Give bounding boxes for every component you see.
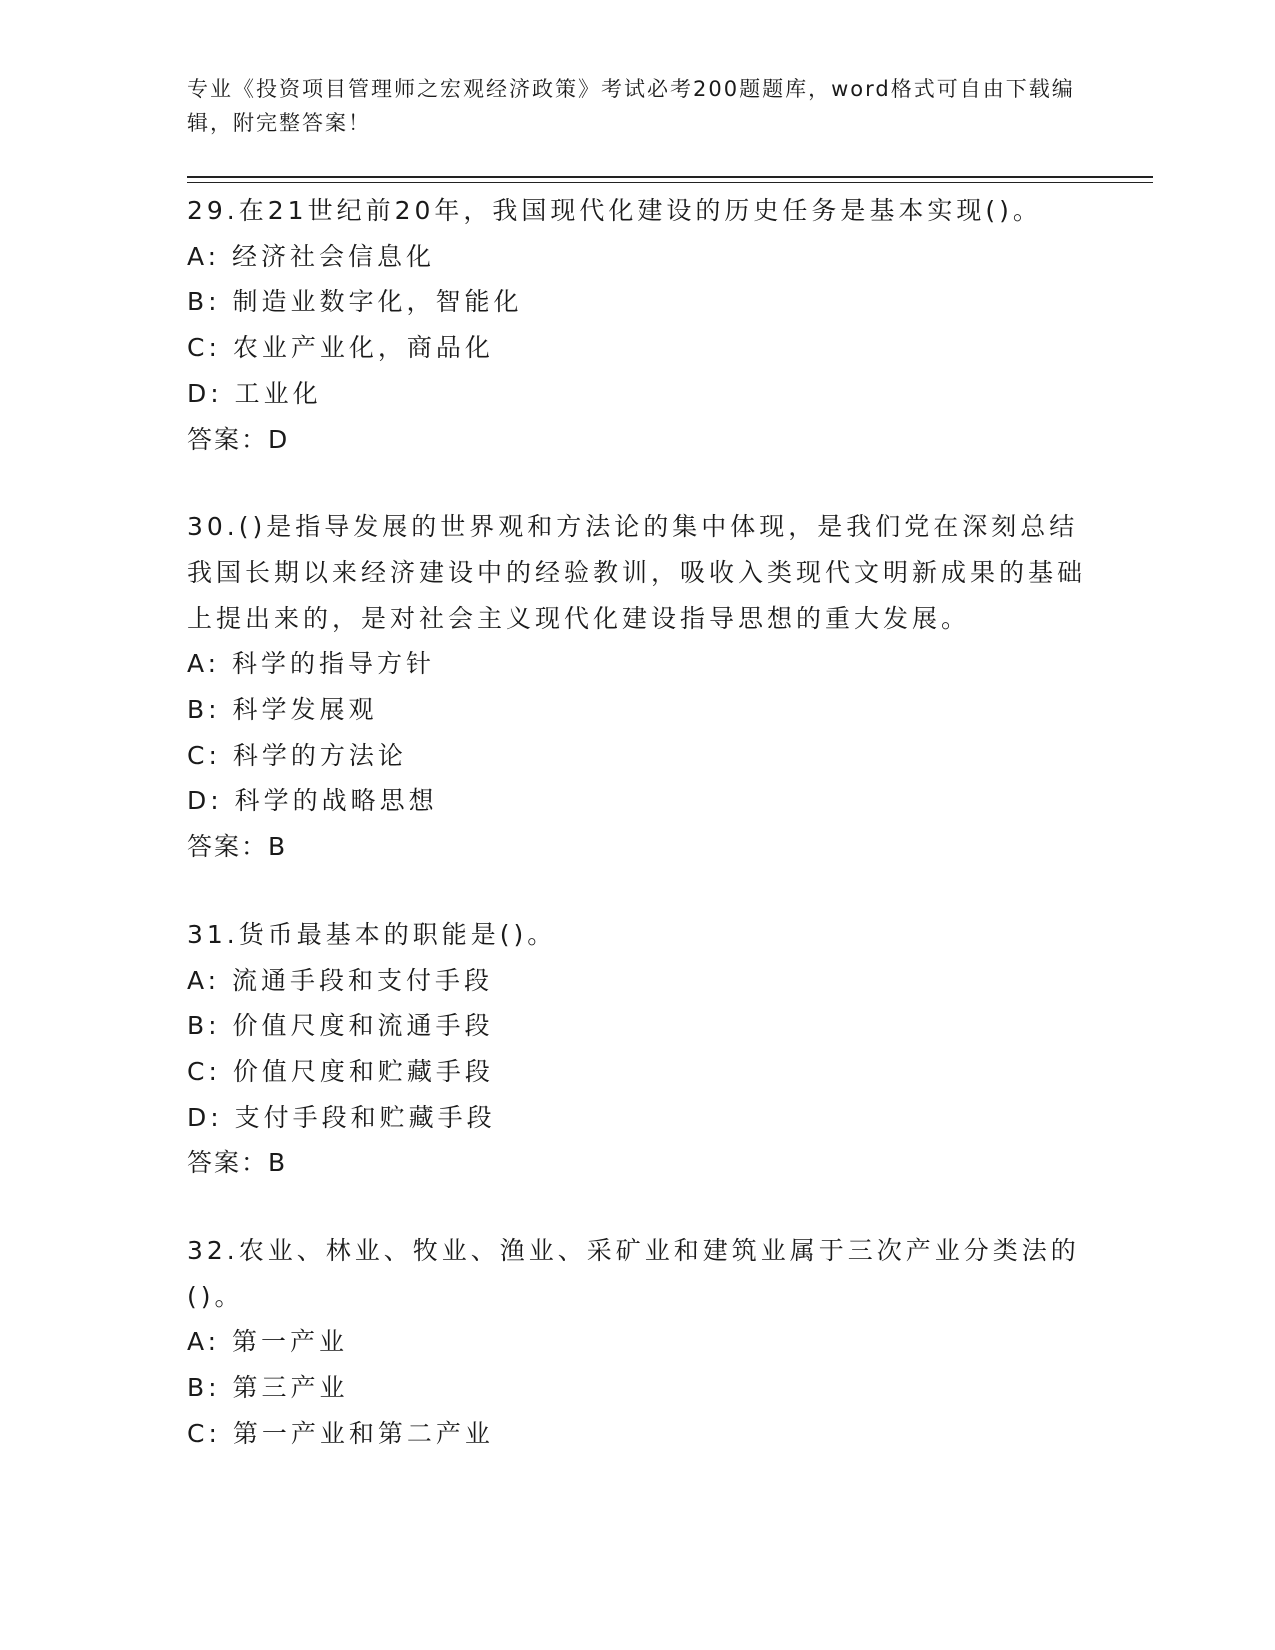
question-31 <box>187 912 1087 1186</box>
option-a: A: 经济社会信息化 <box>187 241 436 271</box>
option-c: C: 科学的方法论 <box>187 740 407 770</box>
question-stem: 29.在21世纪前20年，我国现代化建设的历史任务是基本实现()。 <box>187 196 1042 225</box>
option-b: B: 第三产业 <box>187 1373 349 1403</box>
answer-line: 答案：B <box>187 1148 288 1178</box>
question-stem: 30.()是指导发展的世界观和方法论的集中体现，是我们党在深刻总结我国长期以来经济建设中的经验教训，吸收入类现代文明新成果的基础上提出来的，是对社会主义现代化建设指导思想的重大发展。 <box>187 512 1087 633</box>
option-c: C: 价值尺度和贮藏手段 <box>187 1056 494 1086</box>
question-29 <box>187 188 1087 462</box>
question-stem: 31.货币最基本的职能是()。 <box>187 919 557 949</box>
option-b: B: 科学发展观 <box>187 695 378 725</box>
document-header: 专业《投资项目管理师之宏观经济政策》考试必考200题题库，word格式可自由下载编辑，附完整答案！ <box>187 77 1075 135</box>
header-divider-thin <box>187 182 1153 183</box>
option-c: C: 第一产业和第二产业 <box>187 1418 494 1448</box>
question-list <box>187 188 1087 1499</box>
answer-line: 答案：B <box>187 832 288 862</box>
question-32 <box>187 1228 1087 1457</box>
option-d: D: 支付手段和贮藏手段 <box>187 1102 496 1132</box>
option-d: D: 科学的战略思想 <box>187 786 438 816</box>
option-d: D: 工业化 <box>187 378 322 408</box>
option-b: B: 制造业数字化，智能化 <box>187 287 523 317</box>
option-b: B: 价值尺度和流通手段 <box>187 1011 494 1041</box>
option-a: A: 科学的指导方针 <box>187 649 436 679</box>
question-stem: 32.农业、林业、牧业、渔业、采矿业和建筑业属于三次产业分类法的()。 <box>187 1236 1080 1311</box>
question-30 <box>187 504 1087 870</box>
option-a: A: 第一产业 <box>187 1327 349 1357</box>
answer-line: 答案：D <box>187 424 290 454</box>
option-c: C: 农业产业化，商品化 <box>187 333 494 363</box>
header-divider <box>187 176 1153 178</box>
option-a: A: 流通手段和支付手段 <box>187 965 494 995</box>
